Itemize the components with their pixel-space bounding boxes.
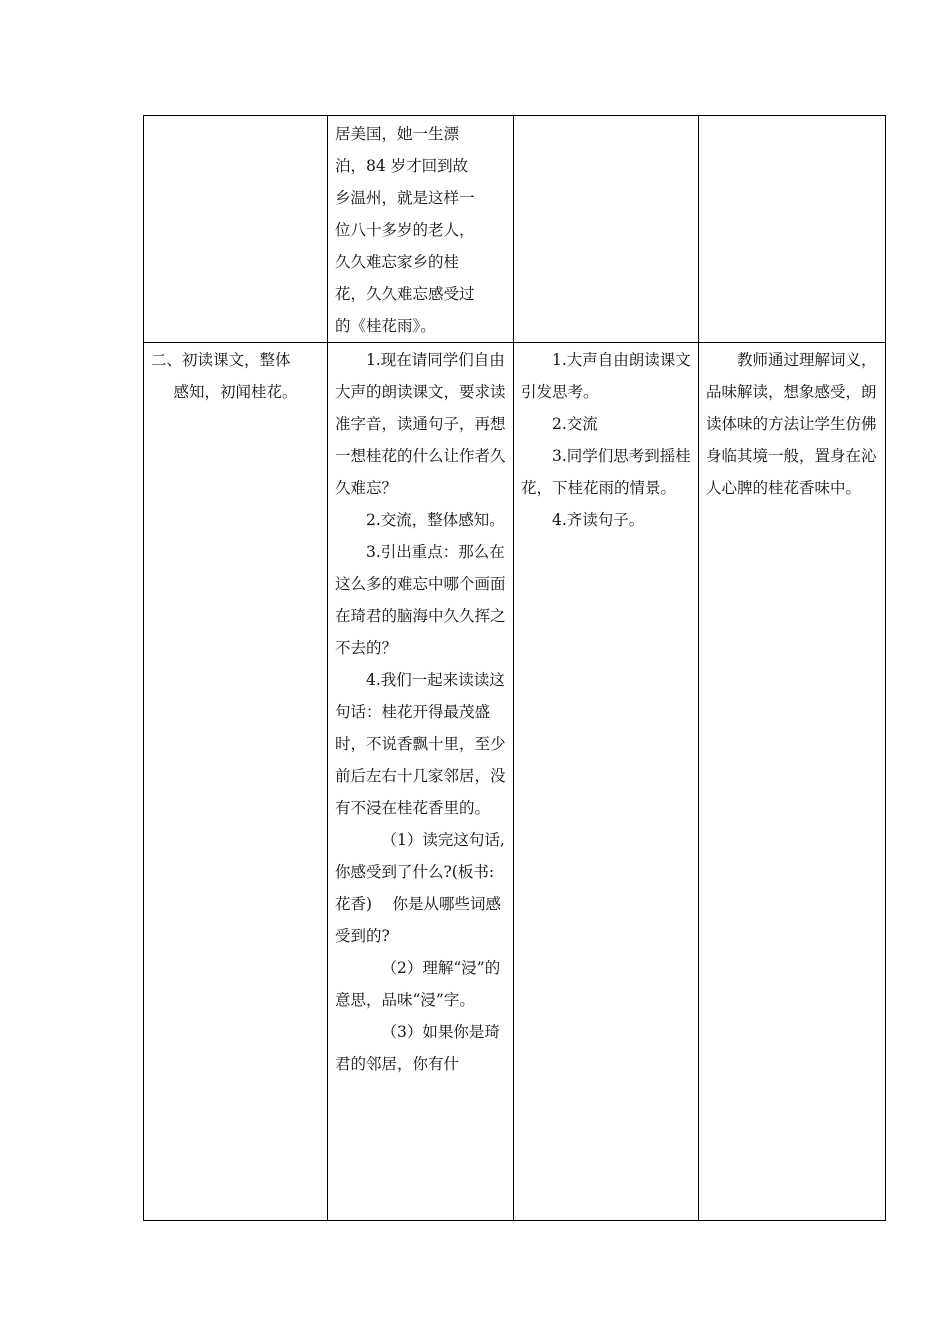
step-paragraph: 4.我们一起来读读这句话：桂花开得最茂盛时，不说香飘十里，至少前后左右十几家邻居，没有不浸在桂花香里的。 (335, 671, 506, 817)
table-cell (514, 116, 699, 343)
cell-line: 居美国，她一生漂 (335, 125, 460, 143)
cell-line: 位八十多岁的老人， (335, 221, 475, 239)
table-row (144, 343, 886, 1221)
design-intent-text: 教师通过理解词义，品味解读，想象感受，朗读体味的方法让学生仿佛身临其境一般，置身在沁人心脾的桂花香味中。 (706, 351, 877, 497)
sub-step-paragraph: （2）理解“浸”的意思，品味“浸”字。 (335, 959, 501, 1009)
lesson-plan-table (143, 115, 886, 1221)
step-paragraph: 3.引出重点：那么在这么多的难忘中哪个画面在琦君的脑海中久久挥之不去的？ (335, 543, 506, 657)
student-step: 4.齐读句子。 (552, 511, 645, 529)
cell-line: 的《桂花雨》。 (335, 317, 436, 335)
student-step: 1.大声自由朗读课文引发思考。 (521, 351, 691, 401)
cell-line: 久久难忘家乡的桂 (335, 253, 460, 271)
stage-title-line: 感知，初闻桂花。 (173, 383, 298, 401)
table-cell-teacher-activity (328, 343, 514, 1221)
table-cell (699, 116, 886, 343)
stage-title-line: 二、初读课文，整体 (151, 351, 291, 369)
student-step: 3.同学们思考到摇桂花，下桂花雨的情景。 (521, 447, 691, 497)
table-cell (328, 116, 514, 343)
cell-line: 花，久久难忘感受过 (335, 285, 475, 303)
step-paragraph: 1.现在请同学们自由大声的朗读课文，要求读准字音，读通句子，再想一想桂花的什么让作者久久难忘？ (335, 351, 506, 497)
sub-step-paragraph: （3）如果你是琦君的邻居，你有什 (335, 1023, 500, 1073)
table-cell-design-intent (699, 343, 886, 1221)
step-paragraph: 2.交流，整体感知。 (366, 511, 505, 529)
cell-line: 乡温州，就是这样一 (335, 189, 475, 207)
table-cell-stage (144, 343, 328, 1221)
student-step: 2.交流 (552, 415, 598, 433)
table-cell (144, 116, 328, 343)
cell-line: 泊，84 岁才回到故 (335, 157, 469, 175)
table-row (144, 116, 886, 343)
table-cell-student-activity (514, 343, 699, 1221)
sub-step-paragraph: （1）读完这句话,你感受到了什么?(板书:花香) 你是从哪些词感受到的? (335, 831, 505, 945)
